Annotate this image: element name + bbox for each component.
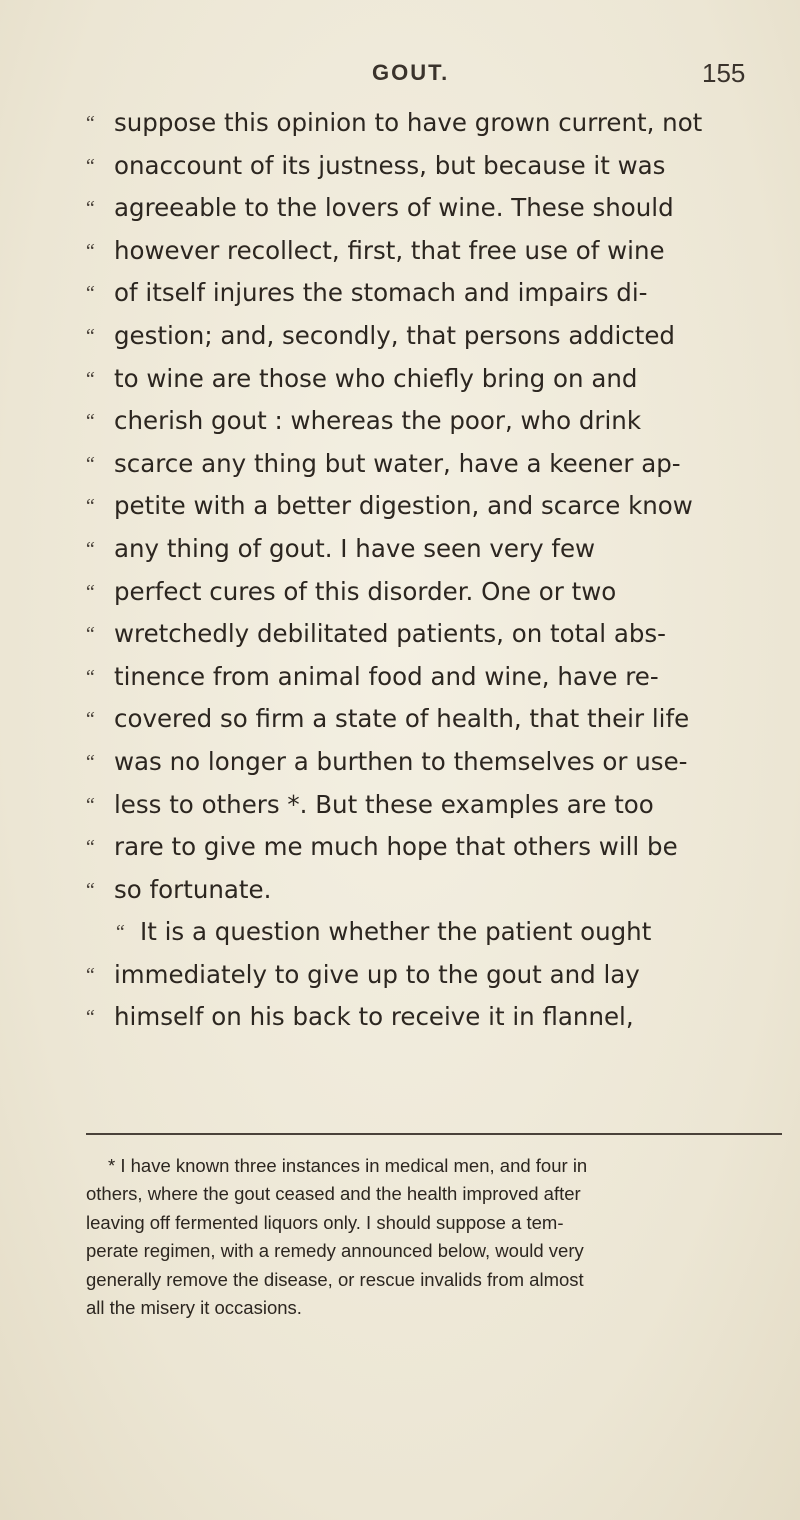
text-line: “ onaccount of its justness, but because it was (84, 145, 784, 188)
text-line-paragraph-start: “ It is a question whether the patient ought (84, 911, 784, 954)
text-line: “ scarce any thing but water, have a keener ap- (84, 443, 784, 486)
text-line: “ any thing of gout. I have seen very few (84, 528, 784, 571)
body-text (84, 102, 784, 1039)
text-line: “ immediately to give up to the gout and lay (84, 954, 784, 997)
quote-mark: “ (84, 750, 96, 773)
text-line: “ suppose this opinion to have grown current, not (84, 102, 784, 145)
footnote-line: * I have known three instances in medical men, and four in (108, 1155, 588, 1176)
quote-mark: “ (84, 836, 96, 859)
quote-mark: “ (84, 665, 96, 688)
quote-mark: “ (114, 921, 126, 944)
text-line: “ gestion; and, secondly, that persons addicted (84, 315, 784, 358)
footnote-divider (86, 1133, 782, 1135)
quote-mark: “ (84, 878, 96, 901)
text-line: “ tinence from animal food and wine, have re- (84, 656, 784, 699)
text-line: “ of itself injures the stomach and impairs di- (84, 272, 784, 315)
footnote-line: all the misery it occasions. (86, 1296, 302, 1318)
footnote-line: others, where the gout ceased and the health improved after (86, 1183, 581, 1205)
text-line: “ however recollect, first, that free use of wine (84, 230, 784, 273)
quote-mark: “ (84, 495, 96, 518)
footnote-line: generally remove the disease, or rescue invalids from almost (86, 1268, 584, 1290)
quote-mark: “ (84, 963, 96, 986)
page-number: 155 (702, 58, 746, 88)
quote-mark: “ (84, 197, 96, 220)
quote-mark: “ (84, 112, 96, 134)
quote-mark: “ (84, 367, 96, 390)
text-line: “ less to others *. But these examples are too (84, 784, 784, 827)
quote-mark: “ (84, 580, 96, 603)
text-line: “ to wine are those who chiefly bring on and (84, 358, 784, 401)
text-line: “ cherish gout : whereas the poor, who drink (84, 400, 784, 443)
text-line: “ was no longer a burthen to themselves or use- (84, 741, 784, 784)
quote-mark: “ (84, 708, 96, 731)
text-line: “ wretchedly debilitated patients, on total abs- (84, 613, 784, 656)
quote-mark: “ (84, 793, 96, 816)
text-line: “ covered so firm a state of health, that their life (84, 698, 784, 741)
text-line: “ rare to give me much hope that others will be (84, 826, 784, 869)
text-line: “ so fortunate. (84, 869, 784, 912)
text-line: “ himself on his back to receive it in flannel, (84, 996, 784, 1039)
footnote-line: perate regimen, with a remedy announced below, would very (86, 1240, 584, 1262)
quote-mark: “ (84, 623, 96, 646)
text-line: “ petite with a better digestion, and scarce know (84, 485, 784, 528)
footnote (86, 1152, 786, 1322)
quote-mark: “ (84, 452, 96, 475)
quote-mark: “ (84, 324, 96, 347)
running-head-title: GOUT. (372, 60, 450, 85)
quote-mark: “ (84, 1006, 96, 1029)
quote-mark: “ (84, 239, 96, 262)
quote-mark: “ (84, 410, 96, 433)
text-line: “ agreeable to the lovers of wine. These should (84, 187, 784, 230)
running-head (0, 60, 800, 90)
quote-mark: “ (84, 537, 96, 560)
quote-mark: “ (84, 282, 96, 305)
text-line: “ perfect cures of this disorder. One or two (84, 571, 784, 614)
footnote-line: leaving off fermented liquors only. I should suppose a tem- (86, 1211, 564, 1233)
quote-mark: “ (84, 154, 96, 177)
